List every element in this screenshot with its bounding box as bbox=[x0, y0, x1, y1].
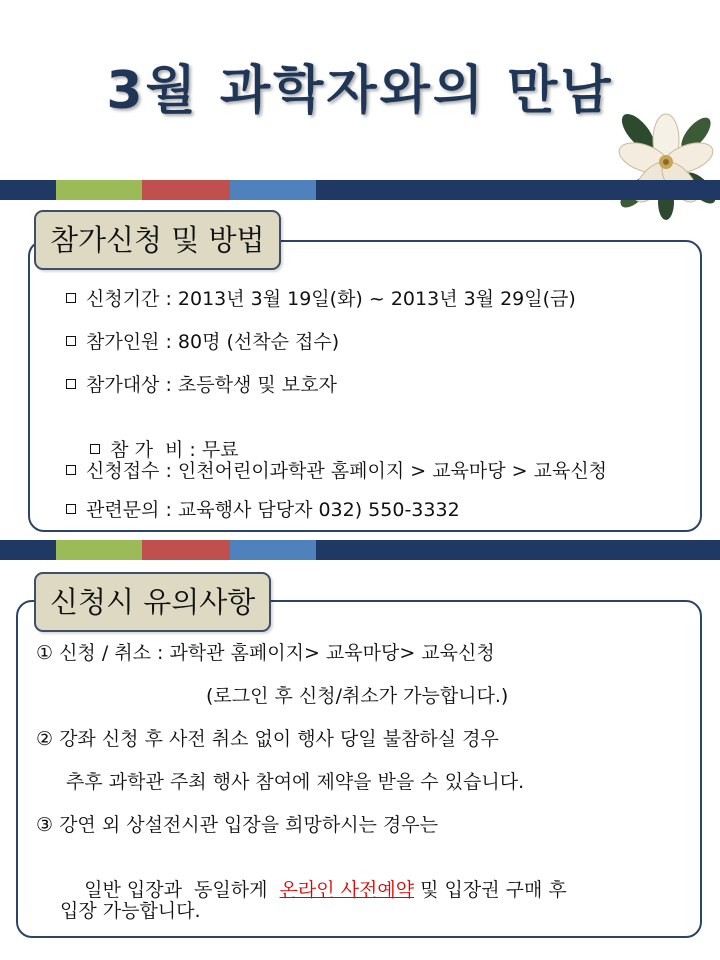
square-bullet-icon bbox=[66, 379, 76, 389]
list-item: 참가인원 : 80명 (선착순 접수) bbox=[66, 327, 339, 354]
row-label: 참가대상 bbox=[86, 374, 160, 396]
notice-line: ① 신청 / 취소 : 과학관 홈페이지> 교육마당> 교육신청 bbox=[36, 642, 495, 664]
stripe-segment bbox=[0, 180, 56, 200]
stripe-segment bbox=[56, 180, 142, 200]
online-reservation-link[interactable]: 온라인 사전예약 bbox=[279, 879, 415, 901]
row-label: 관련문의 bbox=[86, 499, 160, 521]
notice-line: ② 강좌 신청 후 사전 취소 없이 행사 당일 불참하실 경우 bbox=[36, 728, 499, 750]
list-item: 신청기간 : 2013년 3월 19일(화) ~ 2013년 3월 29일(금) bbox=[66, 284, 576, 311]
row-value: 교육행사 담당자 032) 550-3332 bbox=[177, 499, 460, 521]
list-item: 참가대상 : 초등학생 및 보호자 bbox=[66, 370, 337, 397]
square-bullet-icon bbox=[90, 444, 100, 454]
notice-line: 입장 가능합니다. bbox=[60, 900, 201, 922]
row-value: 초등학생 및 보호자 bbox=[177, 374, 337, 396]
stripe-segment bbox=[316, 540, 720, 560]
row-label: 신청기간 bbox=[86, 288, 160, 310]
row-label: 참 가 비 bbox=[110, 439, 184, 461]
row-value: 80명 (선착순 접수) bbox=[177, 331, 340, 353]
list-item: 관련문의 : 교육행사 담당자 032) 550-3332 bbox=[66, 495, 460, 522]
square-bullet-icon bbox=[66, 465, 76, 475]
page-title: 3월 과학자와의 만남 bbox=[106, 61, 614, 121]
notice-text: 일반 입장과 동일하게 bbox=[84, 879, 274, 901]
square-bullet-icon bbox=[66, 504, 76, 514]
stripe-segment bbox=[56, 540, 142, 560]
row-value: 무료 bbox=[201, 439, 239, 461]
square-bullet-icon bbox=[66, 293, 76, 303]
row-label: 참가인원 bbox=[86, 331, 160, 353]
section-heading-application: 참가신청 및 방법 bbox=[34, 210, 281, 270]
row-label: 신청접수 bbox=[86, 460, 160, 482]
notice-text: 및 입장권 구매 후 bbox=[414, 879, 567, 901]
magnolia-flower-image bbox=[612, 104, 720, 224]
notice-line: 추후 과학관 주최 행사 참여에 제약을 받을 수 있습니다. bbox=[66, 771, 525, 793]
list-item: 참 가 비 : 무료 bbox=[66, 413, 239, 484]
list-item: 신청접수 : 인천어린이과학관 홈페이지 > 교육마당 > 교육신청 bbox=[66, 456, 607, 483]
notice-line: (로그인 후 신청/취소가 가능합니다.) bbox=[206, 685, 509, 707]
stripe-segment bbox=[142, 540, 230, 560]
stripe-segment bbox=[142, 180, 230, 200]
stripe-segment bbox=[316, 180, 720, 200]
stripe-segment bbox=[230, 180, 316, 200]
row-value: 인천어린이과학관 홈페이지 > 교육마당 > 교육신청 bbox=[177, 460, 608, 482]
color-stripe-top bbox=[0, 180, 720, 200]
row-value: 2013년 3월 19일(화) ~ 2013년 3월 29일(금) bbox=[177, 288, 576, 310]
stripe-segment bbox=[230, 540, 316, 560]
notice-line: ③ 강연 외 상설전시관 입장을 희망하시는 경우는 bbox=[36, 814, 438, 836]
stripe-segment bbox=[0, 540, 56, 560]
square-bullet-icon bbox=[66, 336, 76, 346]
section-heading-notice: 신청시 유의사항 bbox=[34, 572, 271, 632]
color-stripe-middle bbox=[0, 540, 720, 560]
